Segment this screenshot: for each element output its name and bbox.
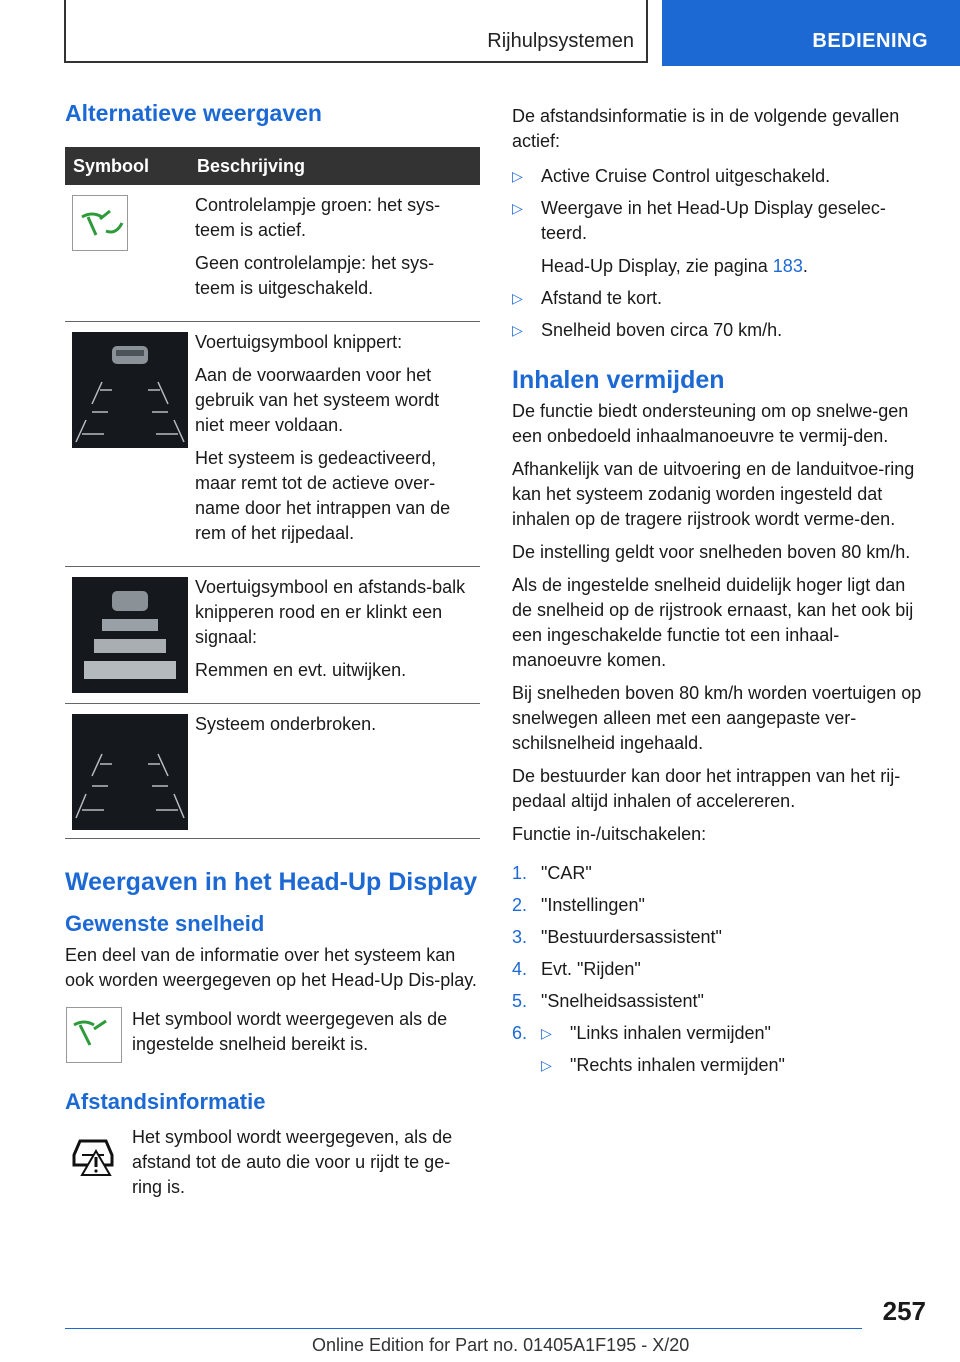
page-number: 257 xyxy=(882,1296,926,1326)
table-row xyxy=(65,322,480,567)
distance-intro: De afstandsinformatie is in de volgende gevallen actief: xyxy=(512,106,900,151)
cruise-control-green-icon xyxy=(72,195,128,251)
chapter-tab[interactable] xyxy=(662,0,960,66)
distance-symbol-block xyxy=(65,1125,480,1200)
paragraph: Functie in-/uitschakelen: xyxy=(512,824,707,844)
list-item: ▷ Snelheid boven circa 70 km/h. xyxy=(512,318,924,343)
right-column xyxy=(512,104,924,1085)
overtake-heading: Inhalen vermijden xyxy=(512,366,725,394)
symbol-table xyxy=(65,147,480,839)
chapter-tab-label: BEDIENING xyxy=(812,30,928,52)
row-text: Systeem onderbroken. xyxy=(195,714,377,734)
paragraph: Afhankelijk van de uitvoering en de landuitvoe-ring kan het systeem zodanig worden ingesteld dat inhalen op de tragere rijstrook wordt verme-den. xyxy=(512,459,915,529)
edition-text: Online Edition for Part no. 01405A1F195 - X/20 xyxy=(312,1335,690,1355)
row-text: Controlelampje groen: het sys-teem is actief. xyxy=(195,195,441,240)
list-item: ▷ Afstand te kort. xyxy=(512,286,924,311)
distance-symbol-text: Het symbool wordt weergegeven, als de afstand tot de auto die voor u rijdt te ge-ring is. xyxy=(132,1127,453,1197)
paragraph: Bij snelheden boven 80 km/h worden voertuigen op snelwegen alleen met een aangepaste ver-schilsnelheid ingehaald. xyxy=(512,683,922,753)
vehicle-lanes-icon xyxy=(72,332,188,448)
list-item: 1. "CAR" xyxy=(512,863,592,883)
table-row xyxy=(65,567,480,704)
left-column xyxy=(65,100,480,1200)
page-link-183[interactable]: 183 xyxy=(772,256,803,276)
distance-warning-car-icon xyxy=(66,1125,122,1181)
distance-heading: Afstandsinformatie xyxy=(65,1089,266,1114)
alt-views-heading: Alternatieve weergaven xyxy=(65,100,322,126)
paragraph: De instelling geldt voor snelheden boven 80 km/h. xyxy=(512,542,911,562)
list-item: 4. Evt. "Rijden" xyxy=(512,959,641,979)
speed-text: Een deel van de informatie over het systeem kan ook worden weergegeven op het Head-Up Dis-play. xyxy=(65,945,477,990)
hud-heading: Weergaven in het Head-Up Display xyxy=(65,868,478,896)
speed-symbol-block xyxy=(65,1007,480,1063)
table-row xyxy=(65,704,480,839)
symbol-column-header: Symbool xyxy=(65,147,195,185)
row-text: Geen controlelampje: het sys-teem is uitgeschakeld. xyxy=(195,253,435,298)
table-row xyxy=(65,185,480,322)
row-text: Voertuigsymbool knippert: xyxy=(195,332,403,352)
list-item: ▷ Active Cruise Control uitgeschakeld. xyxy=(512,164,924,189)
row-text: Aan de voorwaarden voor het gebruik van het systeem wordt niet meer voldaan. xyxy=(195,365,440,435)
paragraph: De functie biedt ondersteuning om op snelwe-gen een onbedoeld inhaalmanoeuvre te vermij-den. xyxy=(512,401,909,446)
vehicle-distance-bars-icon xyxy=(72,577,188,693)
speed-reached-icon xyxy=(66,1007,122,1063)
distance-conditions-list xyxy=(512,164,924,343)
section-title: Rijhulpsystemen xyxy=(487,30,634,52)
lanes-only-icon xyxy=(72,714,188,830)
speed-heading: Gewenste snelheid xyxy=(65,911,265,936)
page-header xyxy=(0,0,960,66)
row-text: Voertuigsymbool en afstands-balk knipperen rood en er klinkt een signaal: xyxy=(195,577,466,647)
cross-reference: Head-Up Display, zie pagina 183. xyxy=(541,256,808,276)
list-item: ▷ Weergave in het Head-Up Display geselec-teerd. Head-Up Display, zie pagina 183. xyxy=(512,196,924,279)
paragraph: Als de ingestelde snelheid duidelijk hoger ligt dan de snelheid op de rijstrook ernaast, kan het ook bij een ingeschakelde functie tot een inhaal-manoeuvre komen. xyxy=(512,575,914,670)
steps-list xyxy=(512,861,924,1078)
list-item: 6. ▷ "Links inhalen vermijden" ▷ "Rechts inhalen vermijden" xyxy=(512,1021,924,1078)
row-text: Het systeem is gedeactiveerd, maar remt tot de actieve over-name door het intrappen van de rem of het rijpedaal. xyxy=(195,448,451,543)
paragraph: De bestuurder kan door het intrappen van het rij-pedaal altijd inhalen of accelereren. xyxy=(512,766,901,811)
footer-divider xyxy=(65,1328,862,1329)
row-text: Remmen en evt. uitwijken. xyxy=(195,660,407,680)
list-item: 5. "Snelheidsassistent" xyxy=(512,991,704,1011)
list-item: 2. "Instellingen" xyxy=(512,895,645,915)
list-item: 3. "Bestuurdersassistent" xyxy=(512,927,722,947)
speed-symbol-text: Het symbool wordt weergegeven als de ingestelde snelheid bereikt is. xyxy=(132,1009,448,1054)
description-column-header: Beschrijving xyxy=(195,147,480,185)
